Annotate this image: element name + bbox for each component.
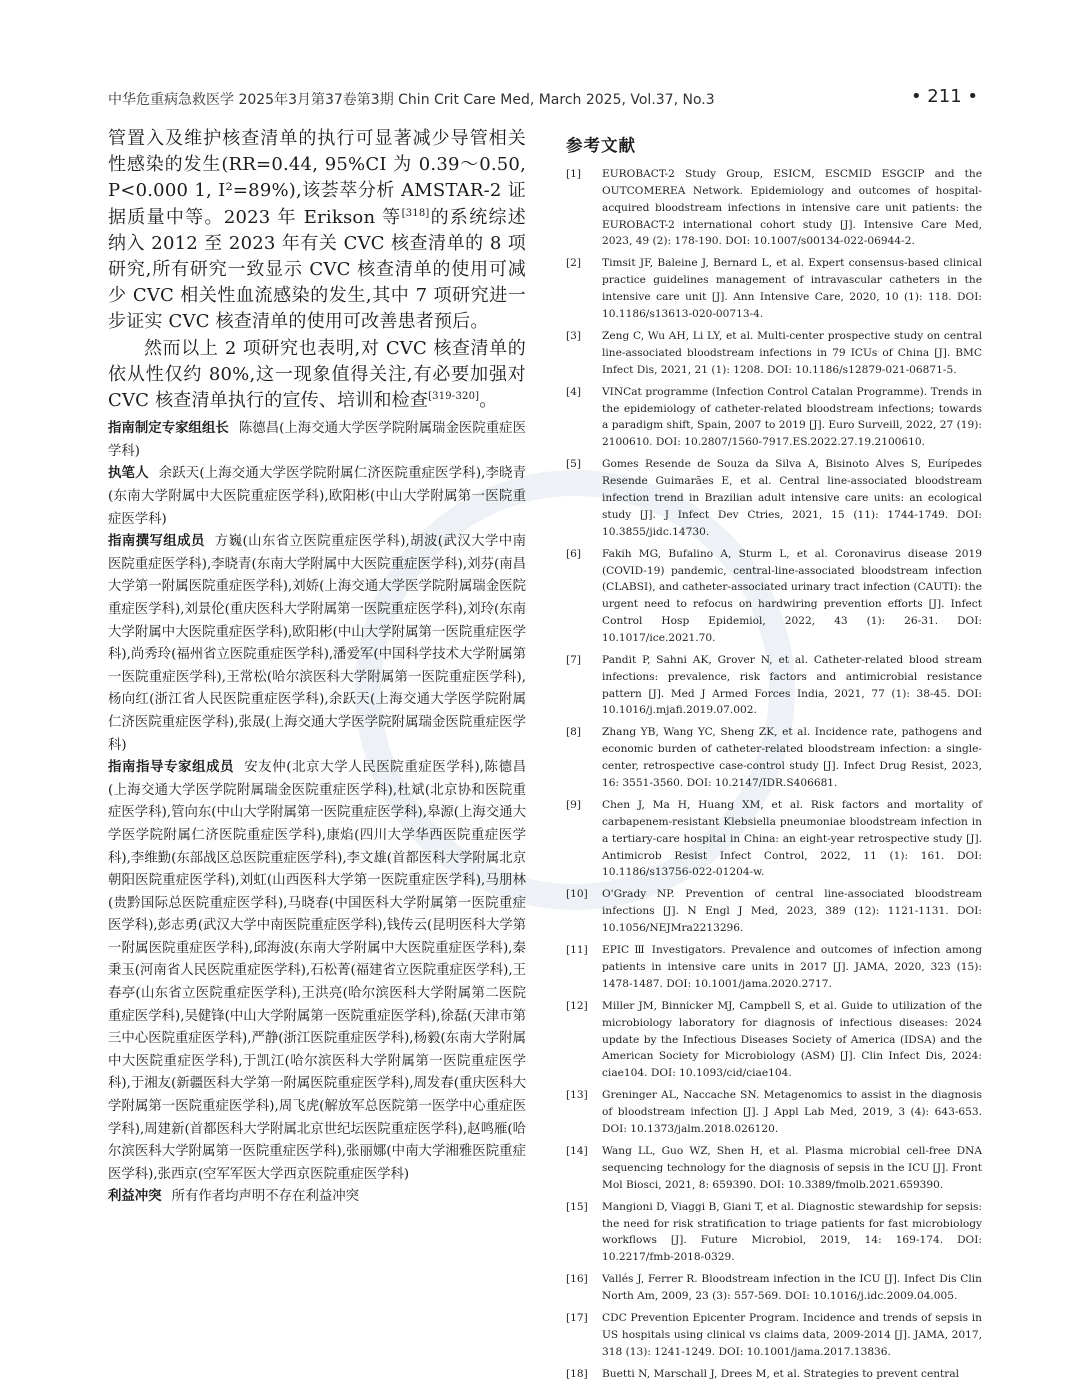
author-credits (108, 418, 526, 1209)
references-heading: 参考文献 (566, 136, 636, 155)
reference-number: [5] (566, 458, 582, 471)
paragraph-1-text-a: 管置入及维护核查清单的执行可显著减少导管相关性感染的发生(RR=0.44, 95%CI 为 0.39～0.50, P<0.000 1, I²=89%),该荟萃分析 AMSTAR-2 证据质量中等。2023 年 Erikson 等 (108, 128, 526, 228)
reference-item (566, 166, 982, 250)
credit-role: 执笔人 (108, 466, 149, 482)
reference-list (566, 166, 982, 1383)
journal-citation: 中华危重病急救医学 2025年3月第37卷第3期 Chin Crit Care Med, March 2025, Vol.37, No.3 (108, 92, 715, 108)
reference-number: [18] (566, 1367, 588, 1380)
reference-item (566, 1271, 982, 1305)
reference-item (566, 652, 982, 719)
paragraph-2-end: 。 (479, 390, 498, 412)
reference-number: [3] (566, 329, 582, 342)
reference-text: Vallés J, Ferrer R. Bloodstream infection in the ICU [J]. Infect Dis Clin North Am, 2009, 23 (3): 557-569. DOI: 10.1016/j.idc.2009.04.005. (602, 1273, 982, 1303)
credit-role: 指南撰写组成员 (108, 534, 205, 550)
reference-number: [9] (566, 799, 582, 812)
reference-text: Fakih MG, Bufalino A, Sturm L, et al. Coronavirus disease 2019 (COVID-19) pandemic, central-line-associated bloodstream infection (CLABSI), and catheter-associated urinary tract infection (CAUTI): the urgent need to refocus on hardwiring prevention efforts [J]. Infect Control Hosp Epidemiol, 2022, 43 (1): 26-31. DOI: 10.1017/ice.2021.70. (602, 547, 983, 644)
credit-members: 方巍(山东省立医院重症医学科),胡波(武汉大学中南医院重症医学科),李晓青(东南大学附属中大医院重症医学科),刘芬(南昌大学第一附属医院重症医学科),刘娇(上海交通大学医学院附属瑞金医院重症医学科),刘景伦(重庆医科大学附属第一医院重症医学科),刘玲(东南大学附属中大医院重症医学科),欧阳彬(中山大学附属第一医院重症医学科),尚秀玲(福州省立医院重症医学科),潘爱军(中国科学技术大学附属第一医院重症医学科),王常松(哈尔滨医科大学附属第一医院重症医学科),杨向红(浙江省人民医院重症医学科),余跃天(上海交通大学医学院附属仁济医院重症医学科),张晟(上海交通大学医学院附属瑞金医院重症医学科) (108, 534, 526, 753)
reference-item (566, 797, 982, 881)
credit-role: 指南制定专家组组长 (108, 421, 229, 437)
reference-number: [8] (566, 726, 582, 739)
citation-319-320: [319-320] (428, 391, 480, 403)
reference-number: [1] (566, 168, 582, 180)
reference-number: [14] (566, 1145, 588, 1157)
reference-item (566, 942, 982, 993)
reference-item (566, 1143, 982, 1194)
reference-text: Miller JM, Binnicker MJ, Campbell S, et al. Guide to utilization of the microbiology laboratory for diagnosis of infectious diseases: 2024 update by the Infectious Diseases Society of America (IDSA) and the American Society for Microbiology (ASM) [J]. Clin Infect Dis, 2024: ciae104. DOI: 10.1093/cid/ciae104. (602, 999, 982, 1080)
citation-318: [318] (401, 207, 430, 219)
reference-number: [2] (566, 257, 582, 270)
paragraph-1-text-b: 的系统综述纳入 2012 至 2023 年有关 CVC 核查清单的 8 项研究,所有研究一致显示 CVC 核查清单的使用可减少 CVC 相关性血流感染的发生,其中 7 项研究进一步证实 CVC 核查清单的使用可改善患者预后。 (108, 206, 527, 333)
reference-text: Timsit JF, Baleine J, Bernard L, et al. Expert consensus-based clinical practice guidelines management of intravascular catheters in the intensive care unit [J]. Ann Intensive Care, 2020, 10 (1): 118. DOI: 10.1186/s13613-020-00713-4. (602, 257, 982, 320)
credit-members: 余跃天(上海交通大学医学院附属仁济医院重症医学科),李晓青(东南大学附属中大医院重症医学科),欧阳彬(中山大学附属第一医院重症医学科) (108, 466, 527, 527)
reference-number: [11] (566, 944, 588, 957)
reference-text: O'Grady NP. Prevention of central line-associated bloodstream infections [J]. N Engl J Med, 2023, 389 (12): 1121-1131. DOI: 10.1056/NEJMra2213296. (602, 888, 982, 935)
reference-text: Mangioni D, Viaggi B, Giani T, et al. Diagnostic stewardship for sepsis: the need for risk stratification to triage patients for fast microbiology workflows [J]. Future Microbiol, 2019, 14: 169-174. DOI: 10.2217/fmb-2018-0329. (602, 1200, 982, 1264)
credit-role: 指南指导专家组成员 (108, 760, 235, 776)
reference-item (566, 546, 982, 647)
reference-number: [16] (566, 1273, 588, 1286)
reference-text: Buetti N, Marschall J, Drees M, et al. Strategies to prevent central (602, 1367, 960, 1380)
reference-item (566, 1199, 982, 1266)
reference-text: Zhang YB, Wang YC, Sheng ZK, et al. Incidence rate, pathogens and economic burden of catheter-related bloodstream infection: a single-center, retrospective case-control study [J]. Infect Drug Resist, 2023, 16: 3551-3560. DOI: 10.2147/IDR.S406681. (602, 726, 982, 789)
reference-item (566, 255, 982, 322)
credit-drafting-group (108, 531, 526, 757)
reference-number: [17] (566, 1312, 588, 1325)
reference-text: Wang LL, Guo WZ, Shen H, et al. Plasma microbial cell-free DNA sequencing technology for the diagnosis of sepsis in the ICU [J]. Front Mol Biosci, 2021, 8: 659390. DOI: 10.3389/fmolb.2021.659390. (602, 1145, 982, 1191)
reference-item (566, 886, 982, 937)
paragraph-2-text: 然而以上 2 项研究也表明,对 CVC 核查清单的依从性仅约 80%,这一现象值得关注,有必要加强对 CVC 核查清单执行的宣传、培训和检查 (108, 337, 526, 412)
reference-text: Chen J, Ma H, Huang XM, et al. Risk factors and mortality of carbapenem-resistant Klebsiella pneumoniae bloodstream infection in a tertiary-care hospital in China: an eight-year retrospective study [J]. Antimicrob Resist Infect Control, 2022, 11 (1): 161. DOI: 10.1186/s13756-022-01204-w. (602, 799, 982, 879)
reference-item (566, 998, 982, 1082)
reference-text: Gomes Resende de Souza da Silva A, Bisinoto Alves S, Eurípedes Resende Guimarães E, et al. Central line-associated bloodstream infection trend in Brazilian adult intensive care units: an ecological study [J]. J Infect Dev Ctries, 2021, 15 (11): 1744-1749. DOI: 10.3855/jidc.14730. (602, 458, 982, 538)
reference-item (566, 1087, 982, 1138)
credit-advisory-group (108, 757, 526, 1186)
reference-number: [12] (566, 999, 588, 1012)
body-paragraph-2 (108, 336, 526, 415)
running-header (108, 86, 978, 112)
reference-text: CDC Prevention Epicenter Program. Incidence and trends of sepsis in US hospitals using clinical vs claims data, 2009-2014 [J]. JAMA, 2017, 318 (13): 1241-1249. DOI: 10.1001/jama.2017.13836. (602, 1312, 982, 1358)
reference-text: VINCat programme (Infection Control Catalan Programme). Trends in the epidemiology of catheter-related bloodstream infections; towards a paradigm shift, Spain, 2007 to 2019 [J]. Euro Surveill, 2022, 27 (19): 2100610. DOI: 10.2807/1560-7917.ES.2022.27.19.2100610. (602, 385, 982, 449)
reference-text: Pandit P, Sahni AK, Grover N, et al. Catheter-related blood stream infections: prevalence, risk factors and antimicrobial resistance pattern [J]. Med J Armed Forces India, 2021, 77 (1): 38-45. DOI: 10.1016/j.mjafi.2019.07.002. (602, 653, 982, 717)
credit-members: 安友仲(北京大学人民医院重症医学科),陈德昌(上海交通大学医学院附属瑞金医院重症医学科),杜斌(北京协和医院重症医学科),管向东(中山大学附属第一医院重症医学科),皋源(上海交通大学医学院附属仁济医院重症医学科),康焰(四川大学华西医院重症医学科),李维勤(东部战区总医院重症医学科),李文雄(首都医科大学附属北京朝阳医院重症医学科),刘虹(山西医科大学第一医院重症医学科),马朋林(贵黔国际总医院重症医学科),马晓春(中国医科大学附属第一医院重症医学科),彭志勇(武汉大学中南医院重症医学科),钱传云(昆明医科大学第一附属医院重症医学科),邱海波(东南大学附属中大医院重症医学科),秦秉玉(河南省人民医院重症医学科),石松菁(福建省立医院重症医学科),王春亭(山东省立医院重症医学科),王洪亮(哈尔滨医科大学附属第二医院重症医学科),吴健锋(中山大学附属第一医院重症医学科),徐磊(天津市第三中心医院重症医学科),严静(浙江医院重症医学科),杨毅(东南大学附属中大医院重症医学科),于凯江(哈尔滨医科大学附属第一医院重症医学科),于湘友(新疆医科大学第一附属医院重症医学科),周发春(重庆医科大学附属第一医院重症医学科),周飞虎(解放军总医院第一医学中心重症医学科),周建新(首都医科大学附属北京世纪坛医院重症医学科),赵鸣雁(哈尔滨医科大学附属第一医院重症医学科),张丽娜(中南大学湘雅医院重症医学科),张西京(空军军医大学西京医院重症医学科) (108, 760, 526, 1182)
reference-text: Greninger AL, Naccache SN. Metagenomics to assist in the diagnosis of bloodstream infection [J]. J Appl Lab Med, 2019, 3 (4): 643-653. DOI: 10.1373/jalm.2018.026120. (602, 1089, 982, 1135)
references-column (566, 132, 982, 1388)
left-column (108, 126, 526, 1209)
reference-number: [15] (566, 1200, 588, 1213)
credit-members: 所有作者均声明不存在利益冲突 (171, 1189, 360, 1205)
reference-number: [7] (566, 653, 582, 666)
reference-number: [13] (566, 1089, 588, 1102)
credit-members: 陈德昌(上海交通大学医学院附属瑞金医院重症医学科) (108, 421, 527, 459)
credit-role: 利益冲突 (108, 1189, 162, 1205)
reference-item (566, 384, 982, 451)
reference-number: [4] (566, 385, 582, 398)
page-number: • 211 • (910, 86, 978, 107)
credit-group-leader (108, 418, 526, 463)
reference-number: [10] (566, 888, 588, 901)
reference-text: Zeng C, Wu AH, Li LY, et al. Multi-center prospective study on central line-associated bloodstream infections in 79 ICUs of China [J]. BMC Infect Dis, 2021, 21 (1): 1208. DOI: 10.1186/s12879-021-06871-5. (602, 329, 982, 376)
reference-item (566, 328, 982, 379)
body-paragraph-1 (108, 126, 526, 336)
reference-item (566, 456, 982, 540)
reference-item (566, 724, 982, 791)
credit-writers (108, 463, 526, 531)
credit-conflict-of-interest (108, 1186, 526, 1209)
reference-number: [6] (566, 547, 582, 560)
reference-item (566, 1366, 982, 1383)
reference-item (566, 1310, 982, 1361)
reference-text: EPIC Ⅲ Investigators. Prevalence and outcomes of infection among patients in intensive care units in 2017 [J]. JAMA, 2020, 323 (15): 1478-1487. DOI: 10.1001/jama.2020.2717. (602, 944, 982, 990)
reference-text: EUROBACT-2 Study Group, ESICM, ESCMID ESGCIP and the OUTCOMEREA Network. Epidemiology and outcomes of hospital-acquired bloodstream infections in intensive care unit patients: the EUROBACT-2 international cohort study [J]. Intensive Care Med, 2023, 49 (2): 178-190. DOI: 10.1007/s00134-022-06944-2. (602, 168, 982, 248)
